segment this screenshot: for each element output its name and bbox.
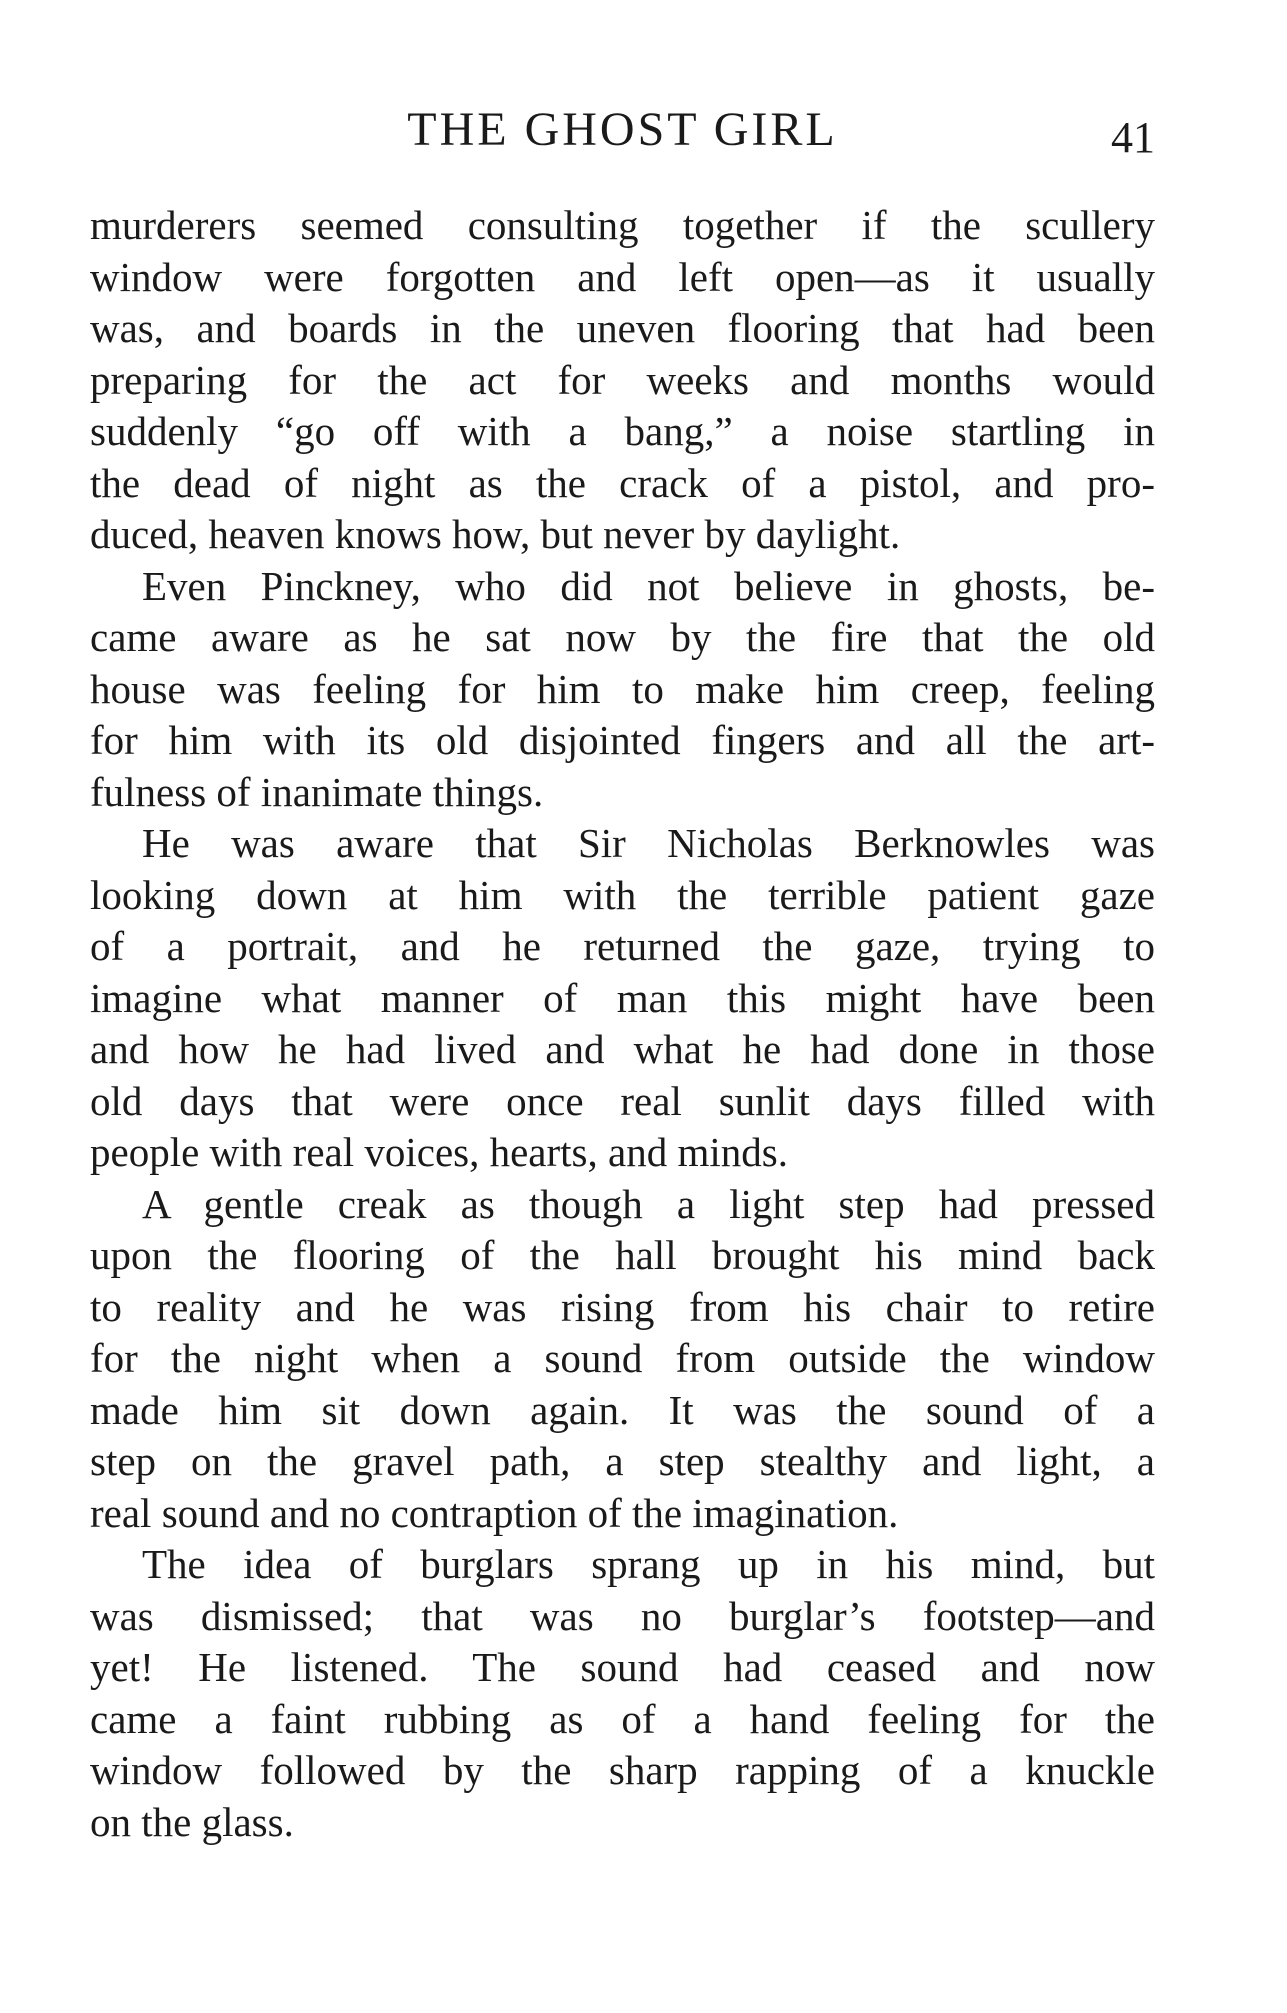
text-line: imagine what manner of man this might have been	[90, 974, 1155, 1021]
text-line: Even Pinckney, who did not believe in ghosts, be-	[142, 562, 1155, 609]
text-line: yet! He listened. The sound had ceased and now	[90, 1644, 1155, 1690]
text-line: duced, heaven knows how, but never by daylight.	[90, 511, 901, 557]
text-line: house was feeling for him to make him creep, feeling	[90, 665, 1155, 712]
text-line: A gentle creak as though a light step had pressed	[142, 1180, 1155, 1227]
text-line: window followed by the sharp rapping of a knuckle	[90, 1747, 1155, 1793]
text-line: people with real voices, hearts, and minds.	[90, 1129, 788, 1175]
text-line: old days that were once real sunlit days filled with	[90, 1077, 1155, 1124]
text-line: came aware as he sat now by the fire that the old	[90, 614, 1155, 660]
text-line: preparing for the act for weeks and months would	[90, 356, 1155, 403]
text-line: suddenly “go off with a bang,” a noise startling in	[90, 408, 1155, 454]
text-line: was, and boards in the uneven flooring that had been	[90, 305, 1155, 351]
text-line: on the glass.	[90, 1798, 294, 1845]
text-line: to reality and he was rising from his chair to retire	[90, 1283, 1155, 1330]
text-line: fulness of inanimate things.	[90, 768, 544, 815]
text-line: step on the gravel path, a step stealthy and light, a	[90, 1438, 1155, 1484]
text-line: looking down at him with the terrible patient gaze	[90, 871, 1155, 918]
text-line: the dead of night as the crack of a pistol, and pro-	[90, 459, 1155, 506]
text-line: was dismissed; that was no burglar’s footstep—and	[90, 1592, 1155, 1639]
text-line: and how he had lived and what he had done in those	[90, 1026, 1155, 1072]
running-head	[90, 100, 1155, 160]
text-line: of a portrait, and he returned the gaze, trying to	[90, 923, 1155, 969]
text-line: upon the flooring of the hall brought his mind back	[90, 1232, 1155, 1278]
text-line: came a faint rubbing as of a hand feeling for the	[90, 1695, 1155, 1742]
text-line: real sound and no contraption of the imagination.	[90, 1489, 899, 1536]
text-line: murderers seemed consulting together if the scullery	[90, 202, 1155, 248]
text-line: made him sit down again. It was the sound of a	[90, 1386, 1155, 1433]
body-text	[90, 200, 1155, 1848]
page-number: 41	[1111, 113, 1155, 162]
running-title: THE GHOST GIRL	[407, 103, 838, 156]
text-line: The idea of burglars sprang up in his mind, but	[142, 1541, 1155, 1587]
text-line: for him with its old disjointed fingers and all the art-	[90, 717, 1155, 763]
text-line: for the night when a sound from outside the window	[90, 1335, 1155, 1381]
text-line: window were forgotten and left open—as it usually	[90, 253, 1155, 300]
text-line: He was aware that Sir Nicholas Berknowles was	[142, 820, 1155, 866]
